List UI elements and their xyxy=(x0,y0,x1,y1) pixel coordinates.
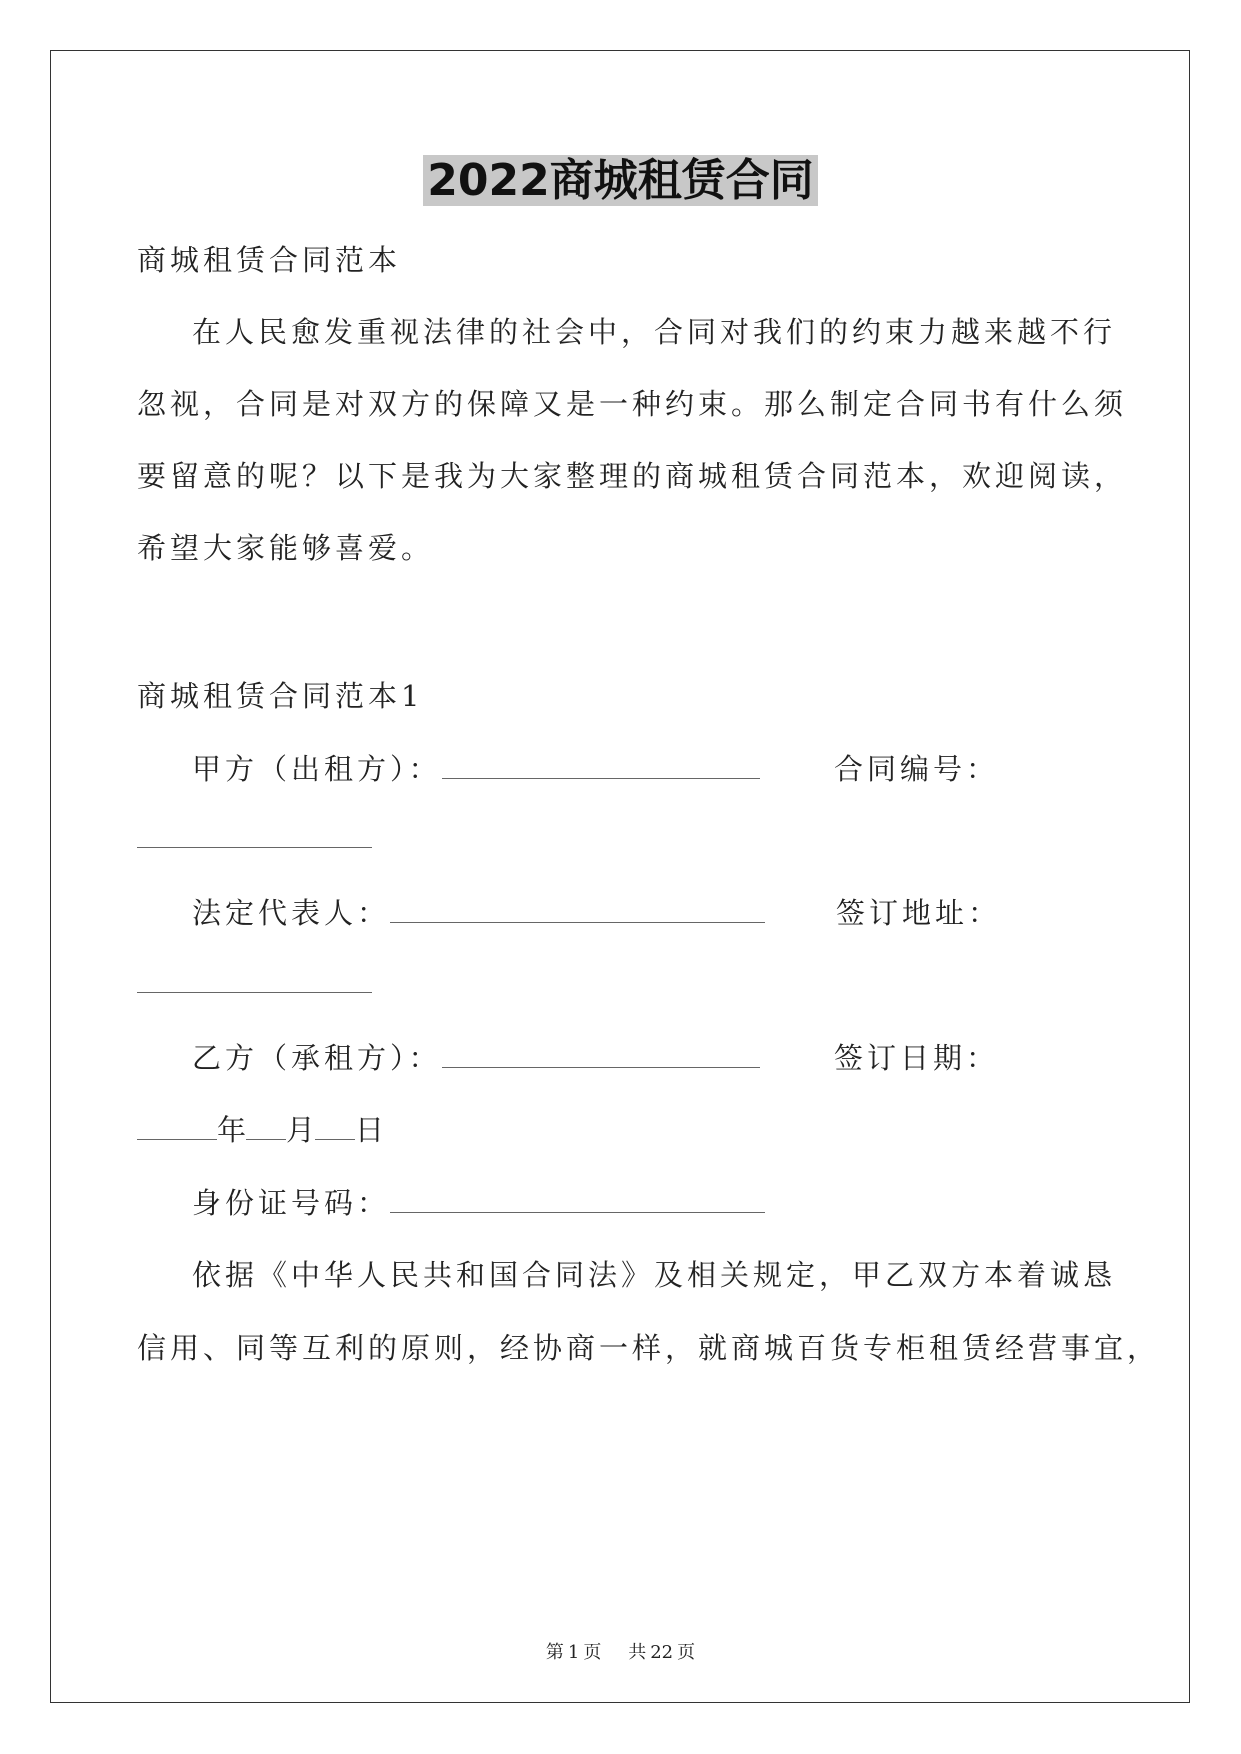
day-blank[interactable] xyxy=(315,1111,355,1140)
contract-no-row xyxy=(137,818,372,858)
id-no-label: 身份证号码： xyxy=(192,1186,391,1220)
party-a-row xyxy=(192,749,760,789)
day-label: 日 xyxy=(355,1113,385,1147)
intro-line-4: 希望大家能够喜爱。 xyxy=(137,531,435,565)
total-pages: 22 xyxy=(650,1642,674,1663)
body-line-1: 依据《中华人民共和国合同法》及相关规定，甲乙双方本着诚恳 xyxy=(192,1258,1117,1292)
page-number: 1 xyxy=(567,1642,580,1663)
sign-address-row xyxy=(137,963,372,1003)
party-a-label: 甲方（出租方）： xyxy=(192,752,442,786)
intro-line-3: 要留意的呢？以下是我为大家整理的商城租赁合同范本，欢迎阅读， xyxy=(137,459,1128,493)
date-row xyxy=(137,1110,384,1150)
body-line-2: 信用、同等互利的原则，经协商一样，就商城百货专柜租赁经营事宜， xyxy=(137,1331,1161,1365)
legal-rep-blank[interactable] xyxy=(390,894,765,923)
id-no-blank[interactable] xyxy=(390,1184,765,1213)
sign-address-blank[interactable] xyxy=(137,964,372,993)
party-b-label: 乙方（承租方）： xyxy=(192,1041,442,1075)
section-title: 商城租赁合同范本1 xyxy=(137,679,424,713)
total-suffix: 页 xyxy=(677,1642,696,1663)
page-suffix: 页 xyxy=(583,1642,602,1663)
document-title xyxy=(0,150,1241,212)
total-prefix: 共 xyxy=(628,1642,647,1663)
party-b-row xyxy=(192,1038,760,1078)
page-border xyxy=(50,50,1190,1703)
contract-no-blank[interactable] xyxy=(137,819,372,848)
sign-date-label: 签订日期： xyxy=(834,1041,1000,1075)
party-a-blank[interactable] xyxy=(442,750,760,779)
month-label: 月 xyxy=(286,1113,316,1147)
intro-line-2: 忽视，合同是对双方的保障又是一种约束。那么制定合同书有什么须 xyxy=(137,387,1128,421)
subtitle: 商城租赁合同范本 xyxy=(137,243,402,277)
contract-no-label: 合同编号： xyxy=(834,752,1000,786)
intro-line-1: 在人民愈发重视法律的社会中，合同对我们的约束力越来越不行 xyxy=(192,315,1117,349)
legal-rep-label: 法定代表人： xyxy=(192,896,391,930)
year-blank[interactable] xyxy=(137,1111,217,1140)
month-blank[interactable] xyxy=(246,1111,286,1140)
sign-address-label: 签订地址： xyxy=(836,896,1002,930)
year-label: 年 xyxy=(217,1113,247,1147)
id-no-row xyxy=(192,1183,765,1223)
page-prefix: 第 xyxy=(545,1642,564,1663)
title-text: 2022商城租赁合同 xyxy=(423,155,817,206)
page-footer xyxy=(0,1638,1241,1664)
party-b-blank[interactable] xyxy=(442,1039,760,1068)
legal-rep-row xyxy=(192,893,765,933)
